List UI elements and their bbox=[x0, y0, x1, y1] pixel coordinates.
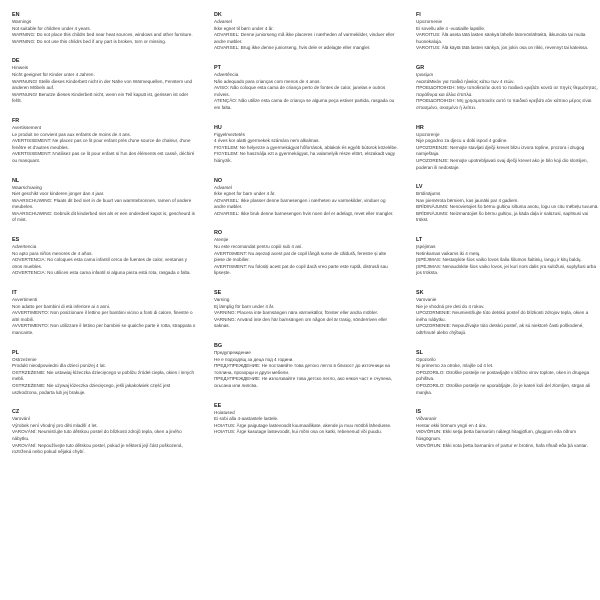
warning-line: ADVERTENCIA: No coloques esta cama infantil cerca de fuentes de calor, ventanas y otros muebles. bbox=[12, 257, 188, 269]
language-block-cz bbox=[12, 409, 196, 456]
language-block-lt bbox=[416, 237, 600, 277]
warning-line: ĮSPĖJIMAS: Nestatykite šios vaiko lovos šalia šilumos šaltinių, langų ir kitų baldų. bbox=[416, 257, 582, 263]
warning-line: AVVERTIMENTO: Non posizionare il lettino per bambini vicino a fonti di calore, finestre o altri mobili. bbox=[12, 310, 193, 322]
warning-heading: Upozorenje bbox=[416, 131, 440, 137]
warning-heading: Advertência bbox=[214, 71, 239, 77]
language-block-de bbox=[12, 58, 196, 105]
language-code: ES bbox=[12, 237, 20, 244]
warning-line: Ej lämplig för barn under 4 år. bbox=[214, 303, 275, 309]
warning-line: Não adequado para crianças com menos de 4 anos. bbox=[214, 78, 321, 84]
warning-line: Produkt nieodpowiedni dla dzieci poniżej 4 lat. bbox=[12, 363, 106, 369]
language-block-pl bbox=[12, 350, 196, 397]
language-code: IS bbox=[416, 409, 422, 416]
language-code: NL bbox=[12, 177, 20, 184]
warning-line: VAROITUS: Älä käytä tätä lasten sänkyä, jos jokin osa on rikki, revennyt tai kateissa. bbox=[416, 45, 589, 51]
warning-line: OPOZORILO: Otroške postelje ne uporabljajte, če je kateri koli del zlomljen, strgan ali manjka. bbox=[416, 382, 591, 395]
language-code: SE bbox=[214, 290, 222, 297]
warning-heading: Varning bbox=[214, 297, 230, 303]
warning-line: VAROVÁNÍ: Nepoužívejte tuto dětskou postel, pokud je některá její část poškozená, roztržená nebo pokud nějaká chybí. bbox=[12, 442, 183, 455]
warning-line: OPOZORILO: Otroške postelje ne postavljajte v bližino virov toplote, oken in drugega pohištva. bbox=[416, 369, 590, 382]
language-block-pt bbox=[214, 65, 398, 112]
warning-line: HOIATUS: Ärge kasutage lastevoodit, kui mõni osa on katki, rebenenud või puudu. bbox=[214, 429, 382, 435]
language-block-lv bbox=[416, 184, 600, 224]
language-code: PL bbox=[12, 349, 19, 356]
warning-heading: Brīdinājums bbox=[416, 191, 441, 197]
warning-heading: Hinweis bbox=[12, 65, 29, 71]
language-code: FR bbox=[12, 117, 20, 124]
language-code: BG bbox=[214, 343, 223, 349]
warning-heading: Figyelmeztetés bbox=[214, 131, 245, 137]
warning-line: Nicht geeignet für Kinder unter 4 Jahren. bbox=[12, 71, 95, 77]
warning-line: VARNING: Använd inte den här barnsängen om någon del är trasig, sönderriven eller saknas. bbox=[214, 316, 388, 329]
warning-line: UPOZORENJE: Nemojte stavljati dječji krevet blizu izvora topline, prozora i drugog namještaja. bbox=[416, 144, 585, 157]
language-code: HR bbox=[416, 124, 424, 131]
warning-line: OSTRZEŻENIE: Nie ustawiaj łóżeczka dziecięcego w pobliżu źródeł ciepła, okien i innych mebli. bbox=[12, 369, 195, 382]
warning-line: VARNING: Placera inte barnsängen nära värmekällor, fönster eller andra möbler. bbox=[214, 310, 379, 316]
warning-line: VIÐVÖRUN: Ekki nota þetta barnarúm ef partur er brotinn, hafa rifnað eða þá vantar. bbox=[416, 442, 588, 448]
warning-line: Le produit ne convient pas aux enfants de moins de 4 ans. bbox=[12, 131, 132, 137]
warning-line: ATENÇÃO: Não utilize esta cama de criança se alguma peça estiver partida, rasgada ou em falta. bbox=[214, 98, 395, 110]
warning-line: WARNUNG! Benutze dieses Kinderbett nicht, wenn ein Teil kaputt ist, gerissen ist oder fehlt. bbox=[12, 91, 189, 104]
warning-line: Výrobek není vhodný pro děti mladší 4 let. bbox=[12, 422, 98, 428]
language-block-is bbox=[416, 409, 600, 449]
warning-line: UPOZORNENIE: Nepoužívajte túto detskú posteľ, ak sú niektoré časti poškodené, odtrhnuté alebo chýbajú. bbox=[416, 323, 584, 335]
language-code: SK bbox=[416, 290, 424, 297]
warning-line: AVVERTIMENTO: Non utilizzare il lettino per bambini se qualche parte è rotta, strappata o mancante. bbox=[12, 323, 196, 335]
warning-line: Not suitable for children under 4 years. bbox=[12, 25, 91, 31]
warning-line: Nu este recomandat pentru copiii sub 4 ani. bbox=[214, 244, 303, 250]
warning-line: WAARSCHUWING: Gebruik dit kinderbed niet als er een onderdeel kapot is, gescheurd is of mist. bbox=[12, 210, 195, 223]
warning-line: ADVARSEL: Brug ikke denne juniorseng, hvis dele er ødelagte eller mangler. bbox=[214, 45, 371, 51]
warning-line: HOIATUS: Ärge paigutage lastevoodit kuumaallikate, akende ja muu mööbli lähedusse. bbox=[214, 422, 392, 428]
warning-line: AVERTISMENT: Nu folosiți acest pat de copil dacă vreo parte este ruptă, distrusă sau lipsește. bbox=[214, 263, 388, 276]
language-code: DE bbox=[12, 58, 20, 65]
warning-line: Ei sovellu alle 4 -vuotiaille lapsille. bbox=[416, 25, 486, 31]
warning-line: WARNUNG! Stelle dieses Kinderbett nicht in der Nähe von Wärmequellen, Fenstern und anderen Möbeln auf. bbox=[12, 78, 193, 91]
language-code: LT bbox=[416, 237, 423, 244]
language-code: CZ bbox=[12, 409, 20, 416]
column-2 bbox=[214, 12, 398, 600]
language-block-sk bbox=[416, 290, 600, 337]
column-3 bbox=[416, 12, 600, 600]
warning-line: Ikke egnet for barn under 4 år. bbox=[214, 191, 276, 197]
language-block-hr bbox=[416, 125, 600, 172]
warning-line: ПРЕДУПРЕЖДЕНИЕ: Не използвайте това детско легло, ако някоя част е счупена, скъсана или липсва. bbox=[214, 376, 392, 388]
warning-heading: Upozornenie bbox=[416, 19, 443, 24]
warning-heading: Warnings bbox=[12, 19, 32, 24]
warning-line: Niet geschikt voor kinderen jonger dan 4 jaar. bbox=[12, 191, 105, 197]
language-code: FI bbox=[416, 12, 421, 18]
warning-line: No apto para niños menores de 4 años. bbox=[12, 250, 93, 256]
language-block-it bbox=[12, 290, 196, 337]
warning-heading: Varování bbox=[12, 416, 31, 422]
warning-heading: Atenție bbox=[214, 237, 229, 243]
warning-heading: Hoiatused bbox=[214, 409, 235, 415]
warning-heading: Įspėjimas bbox=[416, 244, 436, 250]
warning-line: Ei sobi alla 4-aastastele lastele. bbox=[214, 416, 279, 422]
language-block-fi bbox=[416, 12, 600, 52]
warning-line: UPOZORENJE: Nemojte upotrebljavati ovaj dječji krevet ako je bilo koji dio slomljen, poderan ili nedostaje. bbox=[416, 157, 588, 170]
warning-line: WARNING: Do not place this childrs bed near heat sources, windows and other furniture. bbox=[12, 32, 193, 38]
language-code: IT bbox=[12, 290, 17, 297]
language-block-ee bbox=[214, 403, 398, 436]
warning-heading: Avertissement bbox=[12, 124, 42, 130]
warning-heading: Advarsel bbox=[214, 184, 232, 190]
warning-heading: Advertencia bbox=[12, 244, 37, 250]
language-block-fr bbox=[12, 118, 196, 165]
warning-heading: Opozorilo bbox=[416, 356, 436, 362]
language-block-es bbox=[12, 237, 196, 277]
warning-line: ADVARSEL: Denne juniorseng må ikke placeres i nærheden af varmekilder, vinduer eller andre møbler. bbox=[214, 32, 395, 44]
warning-line: UPOZORNENIE: Neumiestňujte túto detskú posteľ do blízkosti zdrojov tepla, okien a iného nábytku. bbox=[416, 310, 589, 322]
warning-line: FIGYELEM: Ne használja ezt a gyermekágyat, ha valamelyik része eltört, elszakadt vagy hiányzik. bbox=[214, 151, 396, 163]
warning-line: ADVARSEL: Ikke plasser denne barnesengen i nærheten av varmekilder, vinduer og andre møbler. bbox=[214, 197, 386, 210]
language-block-gr bbox=[416, 65, 600, 112]
language-code: DK bbox=[214, 12, 222, 18]
warning-heading: Viðvaranir bbox=[416, 416, 437, 422]
warning-line: AVERTISSEMENT: N'utilisez pas ce lit pour enfant si l'un des éléments est cassé, déchiré ou manquant. bbox=[12, 151, 195, 163]
warning-line: VAROITUS: Älä aseta tätä lasten sänkyä lähelle lämmönlähteitä, ikkunoita tai muita huonekaluja. bbox=[416, 32, 586, 44]
warning-heading: Varovanie bbox=[416, 297, 437, 303]
warning-heading: Ostrzeżenie bbox=[12, 356, 37, 362]
language-code: RO bbox=[214, 230, 223, 237]
language-block-en bbox=[12, 12, 196, 45]
warning-line: ADVARSEL: Ikke bruk denne barnesengen hvis noen del er ødelagt, revet eller mangler. bbox=[214, 210, 394, 216]
language-code: NO bbox=[214, 177, 223, 184]
warning-line: Nav piemērota bērniem, kas jaunāki par 4 gadiem. bbox=[416, 197, 519, 203]
language-block-bg bbox=[214, 343, 398, 390]
warning-line: 4 éves kor alatti gyermekek számára nem alkalmas. bbox=[214, 138, 320, 144]
warning-line: AVERTISSEMENT: Ne placez pas ce lit pour enfant près d'une source de chaleur, d'une fenêtre et d'autres meubles. bbox=[12, 138, 191, 150]
warning-line: Ni primerno za otroke, mlajše od 4 let. bbox=[416, 363, 494, 369]
warning-line: ΑκαιτάΜικόν για παιδιά ηλικίας κάτω των 4 ετών. bbox=[416, 78, 515, 84]
language-code: PT bbox=[214, 64, 221, 71]
language-code: SL bbox=[416, 349, 423, 356]
warning-line: ADVERTENCIA: No utilices esta cama infantil si alguna pieza está rota, rasgada o falta. bbox=[12, 270, 191, 276]
warning-line: Ikke egnet til børn under 4 år. bbox=[214, 25, 274, 31]
warning-line: OSTRZEŻENIE: Nie używaj łóżeczka dziecięcego, jeśli jakakolwiek część jest uszkodzona, podarta lub jej brakuje. bbox=[12, 382, 171, 395]
warning-line: BRĪDINĀJUMS: Neizmantojiet šo bērnu gultiņu, ja kāda daļa ir salūzusi, saplīsusi vai trūkst. bbox=[416, 210, 589, 223]
warning-line: Non adatto per bambini di età inferiore ai 4 anni. bbox=[12, 303, 111, 309]
warning-line: ΠΡΟΕΙΔΟΠΟΙΗΣΗ: Μη χρησιμοποιείτε αυτό το παιδικό κρεβάτι εάν κάποιο μέρος είναι σπασμένο, σκισμένο ή λείπει. bbox=[416, 98, 592, 110]
warning-line: AVERTISMENT: Nu așezați acest pat de copil lângă surse de căldură, ferestre și alte piese de mobilier. bbox=[214, 250, 387, 263]
warning-line: WARNING: Do not use this childrs bed if any part is broken, torn or missing. bbox=[12, 38, 167, 44]
warning-line: VAROVÁNÍ: Neumisťujte tuto dětskou postel do blízkosti zdrojů tepla, oken a jiného nábytku. bbox=[12, 429, 182, 441]
language-code: EE bbox=[214, 402, 222, 409]
warning-heading: Предупреждение bbox=[214, 350, 251, 355]
warning-heading: Avvertimenti bbox=[12, 297, 38, 303]
language-block-nl bbox=[12, 178, 196, 225]
language-block-se bbox=[214, 290, 398, 330]
language-block-dk bbox=[214, 12, 398, 52]
warning-line: ПРЕДУПРЕЖДЕНИЕ: Не поставяйте това детско легло в близост до източници на топлина, прозорци и други мебели. bbox=[214, 363, 390, 375]
warning-line: Не е подходящ за деца под 4 години. bbox=[214, 356, 294, 362]
warning-line: ĮSPĖJIMAS: Nenaudokite šios vaiko lovos, jei kuri nors dalis yra sulūžusi, suplyšusi arba jos trūksta. bbox=[416, 263, 596, 276]
warning-line: Nie je vhodná pre deti do 4 rokov. bbox=[416, 303, 485, 309]
language-block-no bbox=[214, 178, 398, 218]
column-1 bbox=[12, 12, 196, 600]
warning-line: ΠΡΟΕΙΔΟΠΟΙΗΣΗ: Μην τοποθετείτε αυτό το παιδικό κρεβάτι κοντά σε πηγές θερμότητας, παράθυρα και άλλα έπιπλα. bbox=[416, 85, 598, 97]
language-block-hu bbox=[214, 125, 398, 165]
language-block-ro bbox=[214, 230, 398, 277]
language-code: EN bbox=[12, 12, 20, 18]
warning-line: VIÐVÖRUN: Ekki setja þetta barnarúm nálægt hitagjöfum, gluggum eða öðrum húsgögnum. bbox=[416, 429, 577, 441]
warning-line: AVISO: Não coloque esta cama de criança perto de fontes de calor, janelas e outros móveis. bbox=[214, 85, 386, 97]
warning-heading: Waarschuwing bbox=[12, 184, 42, 190]
warning-line: FIGYELEM: Ne helyezze a gyermekágyat hőforrások, ablakok és egyéb bútorok közelébe. bbox=[214, 144, 398, 150]
warning-line: Netinkamas vaikams iki 4 metų. bbox=[416, 250, 481, 256]
warning-heading: Ιριοείμσι bbox=[416, 71, 434, 77]
language-code: LV bbox=[416, 184, 423, 191]
language-code: GR bbox=[416, 64, 425, 71]
warning-line: Nije pogodno za djecu u dobi ispod 4 godine. bbox=[416, 138, 508, 144]
warning-line: WAARSCHUWING: Plaats dit bed niet in de buurt van warmtebronnen, ramen of andere meubelen. bbox=[12, 197, 192, 210]
warning-line: BRĪDINĀJUMS: Nenovietojiet šo bērnu gultiņu siltuma avotu, logu un citu mēbeļu tuvumā. bbox=[416, 204, 599, 210]
language-code: HU bbox=[214, 124, 222, 131]
warning-heading: Advarsel bbox=[214, 19, 232, 24]
warning-line: Hentar ekki börnum yngri en 4 ára. bbox=[416, 422, 487, 428]
language-block-sl bbox=[416, 350, 600, 397]
